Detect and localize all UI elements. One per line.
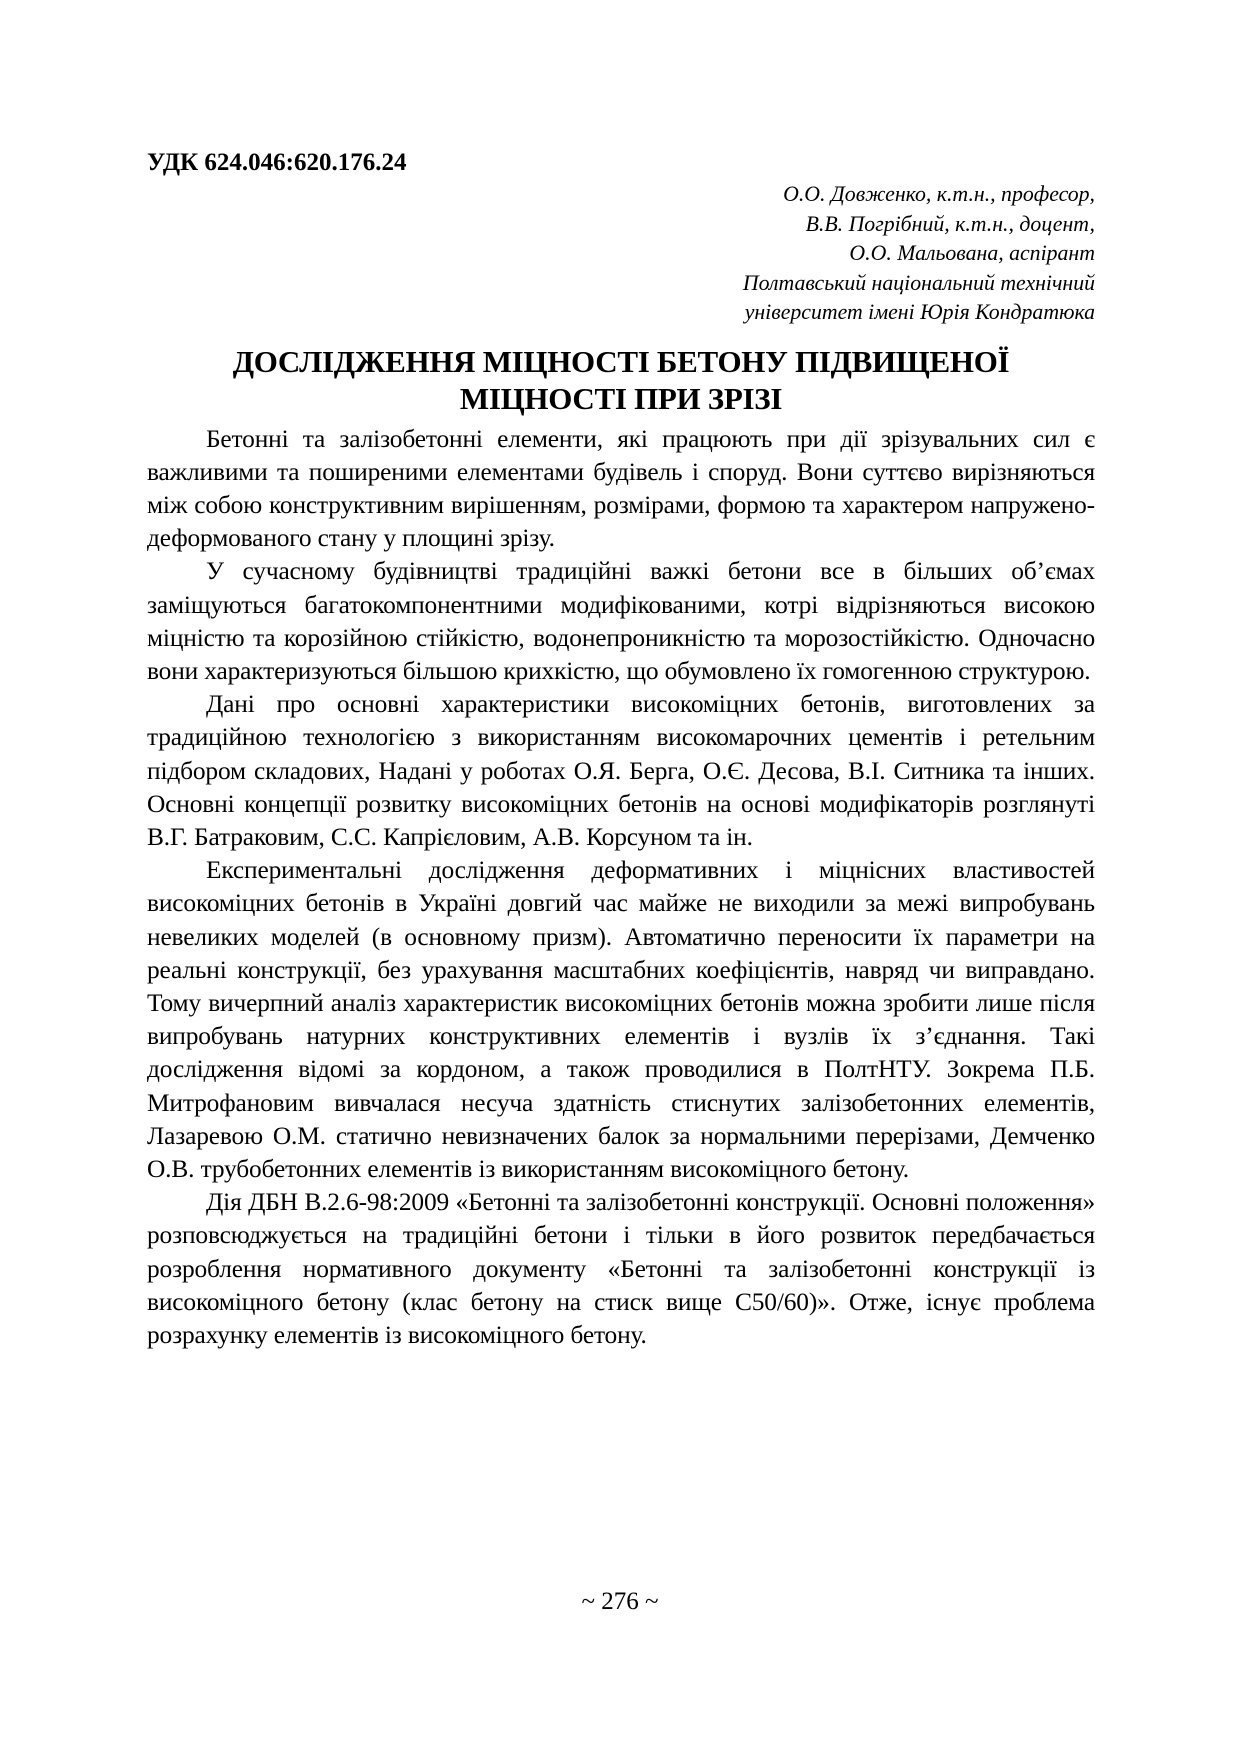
affiliation-line: університет імені Юрія Кондратюка — [744, 300, 1095, 324]
title-line: ДОСЛІДЖЕННЯ МІЦНОСТІ БЕТОНУ ПІДВИЩЕНОЇ — [232, 343, 1010, 379]
affiliation-line: Полтавський національний технічний — [742, 270, 1095, 295]
author-line: О.О. Довженко, к.т.н., професор, — [783, 182, 1095, 206]
body-paragraph: Експериментальні дослідження деформативних і міцнісних властивостей високоміцних бетонів в Україні довгий час майже не виходили за межі випробувань невеликих моделей (в основному призм). Автоматично переносити їх параметри на реальні конструкції, без урахування масштабних коефіцієнтів, навряд чи виправдано. Тому вичерпний аналіз характеристик високоміцних бетонів можна зробити лише після випробувань натурних конструктивних елементів і вузлів їх з’єднання. Такі дослідження відомі за кордоном, а також проводилися в ПолтНТУ. Зокрема П.Б. Митрофановим вивчалася несуча здатність стиснутих залізобетонних елементів, Лазаревою О.М. статично невизначених балок за нормальними перерізами, Демченко О.В. трубобетонних елементів із використанням високоміцного бетону. — [147, 856, 1095, 1183]
author-block — [147, 180, 1095, 328]
body-paragraph: Дані про основні характеристики високоміцних бетонів, виготовлених за традиційною технологією з використанням високомарочних цементів і ретельним підбором складових, Надані у роботах О.Я. Берга, О.Є. Десова, В.І. Ситника та інших. Основні концепції розвитку високоміцних бетонів на основі модифікаторів розглянуті В.Г. Батраковим, С.С. Капрієловим, А.В. Корсуном та ін. — [147, 690, 1095, 851]
body-paragraph: У сучасному будівництві традиційні важкі бетони все в більших об’ємах заміщуються багатокомпонентними модифікованими, котрі відрізняються високою міцністю та корозійною стійкістю, водонепроникністю та морозостійкістю. Одночасно вони характеризуються більшою крихкістю, що обумовлено їх гомогенною структурою. — [147, 557, 1095, 685]
author-line: В.В. Погрібний, к.т.н., доцент, — [805, 211, 1095, 236]
author-line: О.О. Мальована, аспірант — [849, 241, 1095, 265]
body-paragraph: Дія ДБН В.2.6-98:2009 «Бетонні та залізобетонні конструкції. Основні положення» розповсюджується на традиційні бетони і тільки в його розвиток передбачається розроблення нормативного документу «Бетонні та залізобетонні конструкції із високоміцного бетону (клас бетону на стиск вище С50/60)». Отже, існує проблема розрахунку елементів із високоміцного бетону. — [147, 1188, 1095, 1349]
udk-code: УДК 624.046:620.176.24 — [147, 149, 407, 176]
page-number: ~ 276 ~ — [581, 1588, 659, 1615]
article-body — [147, 148, 1095, 1352]
article-title — [147, 343, 1095, 417]
title-line: МІЦНОСТІ ПРИ ЗРІЗІ — [459, 380, 783, 416]
body-paragraph: Бетонні та залізобетонні елементи, які працюють при дії зрізувальних сил є важливими та поширеними елементами будівель і споруд. Вони суттєво вирізняються між собою конструктивним вирішенням, розмірами, формою та характером напружено-деформованого стану у площині зрізу. — [147, 424, 1095, 553]
